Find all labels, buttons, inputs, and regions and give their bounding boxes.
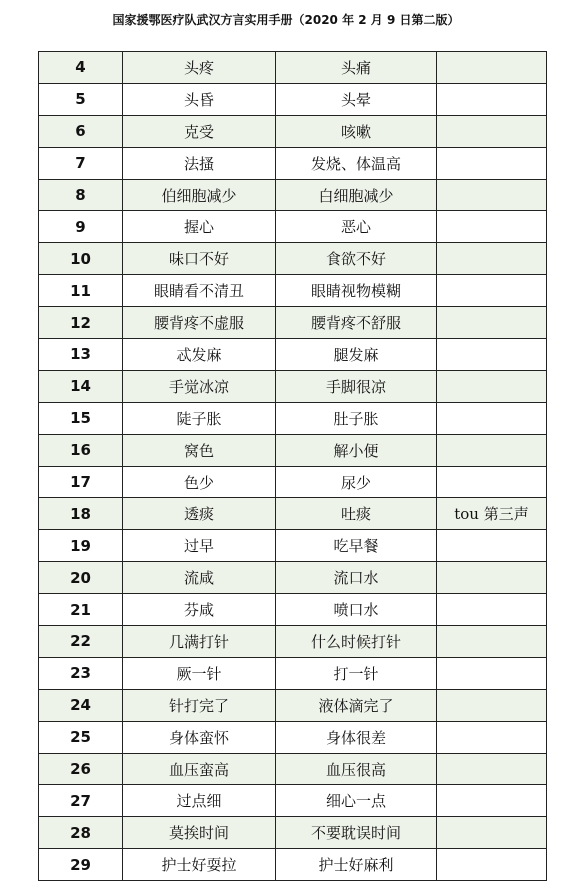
row-number: 27 [39,785,123,817]
row-number: 21 [39,594,123,626]
standard-term: 液体滴完了 [276,689,437,721]
pronunciation-note [437,434,547,466]
table-row [39,179,547,211]
row-number: 12 [39,307,123,339]
dialect-term: 克受 [123,115,276,147]
pronunciation-note [437,689,547,721]
dialect-term: 针打完了 [123,689,276,721]
table-row [39,147,547,179]
dialect-term: 几满打针 [123,626,276,658]
pronunciation-note [437,402,547,434]
table-row [39,83,547,115]
pronunciation-note [437,339,547,371]
standard-term: 头晕 [276,83,437,115]
table-row [39,434,547,466]
table-row [39,211,547,243]
row-number: 6 [39,115,123,147]
pronunciation-note [437,179,547,211]
dialect-term: 透痰 [123,498,276,530]
pronunciation-note [437,83,547,115]
dialect-table [38,51,547,881]
dialect-term: 腰背疼不虚服 [123,307,276,339]
dialect-term: 流咸 [123,562,276,594]
standard-term: 腿发麻 [276,339,437,371]
row-number: 20 [39,562,123,594]
row-number: 18 [39,498,123,530]
table-row [39,689,547,721]
pronunciation-note [437,817,547,849]
pronunciation-note [437,626,547,658]
table-row [39,530,547,562]
table-row [39,52,547,84]
table-row [39,753,547,785]
standard-term: 流口水 [276,562,437,594]
pronunciation-note [437,370,547,402]
pronunciation-note [437,594,547,626]
standard-term: 细心一点 [276,785,437,817]
dialect-term: 莫挨时间 [123,817,276,849]
table-row [39,562,547,594]
table-row [39,339,547,371]
standard-term: 解小便 [276,434,437,466]
dialect-term: 窝色 [123,434,276,466]
table-row [39,594,547,626]
dialect-term: 陡子胀 [123,402,276,434]
dialect-term: 忒发麻 [123,339,276,371]
standard-term: 打一针 [276,657,437,689]
standard-term: 肚子胀 [276,402,437,434]
table-row [39,370,547,402]
dialect-term: 过点细 [123,785,276,817]
row-number: 19 [39,530,123,562]
pronunciation-note [437,753,547,785]
pronunciation-note [437,243,547,275]
dialect-term: 味口不好 [123,243,276,275]
dialect-term: 伯细胞减少 [123,179,276,211]
dialect-table-body [39,52,547,881]
dialect-term: 血压蛮高 [123,753,276,785]
row-number: 5 [39,83,123,115]
row-number: 4 [39,52,123,84]
row-number: 14 [39,370,123,402]
row-number: 9 [39,211,123,243]
row-number: 11 [39,275,123,307]
dialect-term: 头昏 [123,83,276,115]
pronunciation-note [437,466,547,498]
standard-term: 手脚很凉 [276,370,437,402]
table-row [39,785,547,817]
standard-term: 什么时候打针 [276,626,437,658]
dialect-term: 眼睛看不清丑 [123,275,276,307]
standard-term: 食欲不好 [276,243,437,275]
pronunciation-note [437,562,547,594]
standard-term: 身体很差 [276,721,437,753]
standard-term: 吐痰 [276,498,437,530]
standard-term: 腰背疼不舒服 [276,307,437,339]
pronunciation-note [437,721,547,753]
standard-term: 吃早餐 [276,530,437,562]
pronunciation-note: tou 第三声 [437,498,547,530]
table-row [39,275,547,307]
row-number: 24 [39,689,123,721]
table-row [39,115,547,147]
row-number: 28 [39,817,123,849]
row-number: 8 [39,179,123,211]
pronunciation-note [437,52,547,84]
dialect-term: 法搔 [123,147,276,179]
pronunciation-note [437,307,547,339]
dialect-term: 头疼 [123,52,276,84]
table-row [39,817,547,849]
standard-term: 血压很高 [276,753,437,785]
pronunciation-note [437,849,547,881]
pronunciation-note [437,785,547,817]
dialect-term: 厥一针 [123,657,276,689]
pronunciation-note [437,115,547,147]
standard-term: 喷口水 [276,594,437,626]
dialect-term: 护士好耍拉 [123,849,276,881]
row-number: 16 [39,434,123,466]
row-number: 29 [39,849,123,881]
table-row [39,657,547,689]
table-row [39,498,547,530]
table-row [39,466,547,498]
standard-term: 白细胞减少 [276,179,437,211]
dialect-term: 芬咸 [123,594,276,626]
standard-term: 头痛 [276,52,437,84]
row-number: 10 [39,243,123,275]
standard-term: 发烧、体温高 [276,147,437,179]
row-number: 7 [39,147,123,179]
dialect-term: 握心 [123,211,276,243]
table-row [39,721,547,753]
standard-term: 不要耽误时间 [276,817,437,849]
row-number: 15 [39,402,123,434]
table-row [39,307,547,339]
standard-term: 咳嗽 [276,115,437,147]
pronunciation-note [437,657,547,689]
table-row [39,243,547,275]
document-title: 国家援鄂医疗队武汉方言实用手册（2020 年 2 月 9 日第二版） [112,13,460,27]
row-number: 22 [39,626,123,658]
dialect-term: 手觉冰凉 [123,370,276,402]
standard-term: 尿少 [276,466,437,498]
dialect-term: 过早 [123,530,276,562]
pronunciation-note [437,211,547,243]
row-number: 13 [39,339,123,371]
table-row [39,849,547,881]
row-number: 17 [39,466,123,498]
row-number: 26 [39,753,123,785]
table-row [39,626,547,658]
standard-term: 护士好麻利 [276,849,437,881]
standard-term: 眼睛视物模糊 [276,275,437,307]
pronunciation-note [437,275,547,307]
dialect-term: 身体蛮怀 [123,721,276,753]
standard-term: 恶心 [276,211,437,243]
dialect-term: 色少 [123,466,276,498]
row-number: 25 [39,721,123,753]
table-row [39,402,547,434]
pronunciation-note [437,530,547,562]
row-number: 23 [39,657,123,689]
pronunciation-note [437,147,547,179]
